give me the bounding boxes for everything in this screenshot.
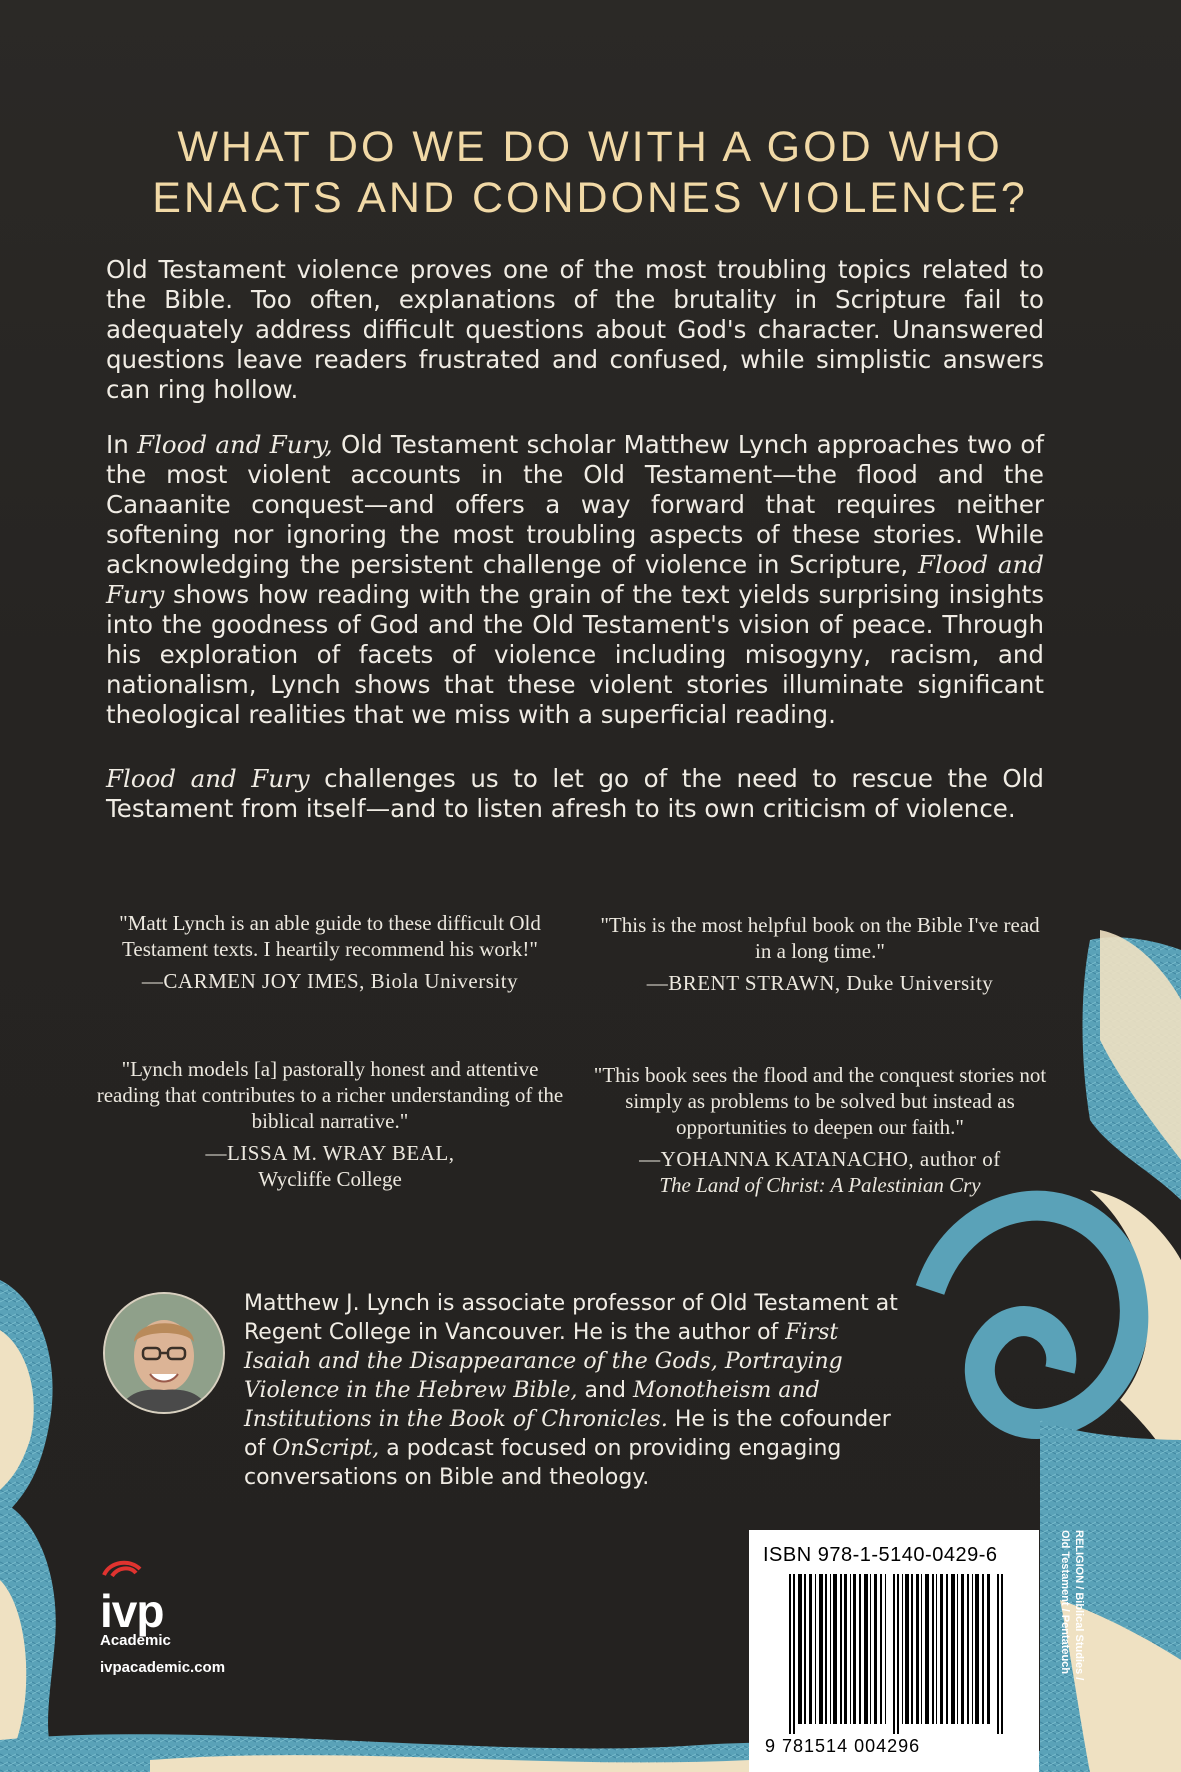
author-photo	[103, 1292, 225, 1414]
para2-middle: Old Testament scholar Matthew Lynch approaches two of the most violent accounts in the Old Testament—the flood and the Canaanite conquest—and offers a way forward that requires neither softening nor ignoring the most troubling aspects of these stories. While acknowledging the persistent challenge of violence in Scripture,	[106, 430, 1045, 579]
endorser-work-title: The Land of Christ: A Palestinian Cry	[659, 1173, 981, 1197]
barcode-box	[749, 1530, 1039, 1772]
ivp-imprint: Academic	[100, 1632, 171, 1649]
publisher-block	[100, 1555, 260, 1676]
endorsement-quote: "This is the most helpful book on the Bible I've read in a long time."	[600, 913, 1040, 963]
bio-text: Matthew J. Lynch is associate professor of Old Testament at Regent College in Vancouver. He is the author of	[244, 1291, 898, 1345]
bio-text: He is the cofounder of	[244, 1407, 891, 1461]
author-portrait-icon	[105, 1294, 223, 1412]
barcode-icon	[789, 1574, 1009, 1734]
description-paragraph-1: Old Testament violence proves one of the most troubling topics related to the Bible. Too often, explanations of the brutality in Scripture fail to adequately address difficult questions about God's character. Unanswered questions leave readers frustrated and confused, while simplistic answers can ring hollow.	[106, 255, 1044, 404]
para2-prefix: In	[106, 430, 138, 459]
bio-podcast-title: OnScript,	[272, 1436, 380, 1461]
ivp-signal-arcs-icon	[100, 1555, 160, 1577]
endorser-work	[580, 1172, 1060, 1198]
endorsement-attribution	[580, 1146, 1060, 1172]
ivp-logo: ivp	[100, 1585, 164, 1637]
wave-right-swirl	[930, 1206, 1135, 1424]
bio-text: a podcast focused on providing engaging conversations on Bible and theology.	[244, 1436, 842, 1490]
endorser-name: —LISSA M. WRAY BEAL,	[205, 1141, 455, 1165]
endorsement-attribution	[590, 970, 1050, 996]
headline-line-1: WHAT DO WE DO WITH A GOD WHO	[177, 123, 1003, 171]
publisher-url: ivpacademic.com	[100, 1659, 226, 1676]
endorsement-wray-beal	[90, 1056, 570, 1192]
author-bio	[244, 1289, 908, 1492]
category-label	[1046, 1530, 1086, 1730]
para3-suffix: challenges us to let go of the need to rescue the Old Testament from itself—and to listen afresh to its own criticism of violence.	[106, 764, 1044, 823]
bio-book-title: First Isaiah and the Disappearance of the Gods,	[244, 1320, 839, 1374]
endorsement-strawn	[590, 912, 1050, 996]
endorser-name: —YOHANNA KATANACHO,	[639, 1147, 915, 1171]
endorser-affiliation: author of	[914, 1147, 1001, 1171]
endorsement-attribution	[90, 968, 570, 994]
book-title-italic: Flood and Fury	[106, 764, 310, 793]
book-title-italic: Flood and Fury,	[137, 430, 333, 459]
barcode-digits: 9 781514 004296	[765, 1736, 921, 1756]
bio-text	[718, 1349, 725, 1374]
endorsement-imes	[90, 910, 570, 994]
endorsement-quote: "This book sees the flood and the conquest stories not simply as problems to be solved but instead as opportunities to deepen our faith."	[593, 1063, 1047, 1139]
endorsement-attribution	[90, 1140, 570, 1166]
bio-book-title: Monotheism and Institutions in the Book of Chronicles.	[244, 1378, 820, 1432]
bio-text: and	[577, 1378, 633, 1403]
endorsement-katanacho	[580, 1062, 1060, 1198]
description-paragraph-3	[106, 764, 1044, 824]
endorser-affiliation: Wycliffe College	[258, 1167, 402, 1191]
isbn-label: ISBN 978-1-5140-0429-6	[763, 1544, 998, 1566]
book-title-italic: Flood and Fury	[106, 550, 1044, 609]
category-line-2: Old Testament / Pentateuch	[1059, 1530, 1071, 1675]
endorser-name: —CARMEN JOY IMES,	[141, 969, 365, 993]
headline-line-2: ENACTS AND CONDONES VIOLENCE?	[152, 174, 1028, 222]
endorser-affiliation: Biola University	[364, 969, 519, 993]
endorser-affiliation: Duke University	[840, 971, 994, 995]
endorsement-quote: "Lynch models [a] pastorally honest and attentive reading that contributes to a richer understanding of the biblical narrative."	[96, 1057, 564, 1133]
para2-suffix: shows how reading with the grain of the text yields surprising insights into the goodness of God and the Old Testament's vision of peace. Through his exploration of facets of violence including misogyny, racism, and nationalism, Lynch shows that these violent stories illuminate significant theological realities that we miss with a superficial reading.	[106, 580, 1044, 729]
description-paragraph-2	[106, 430, 1044, 730]
endorser-name: —BRENT STRAWN,	[646, 971, 841, 995]
bio-book-title: Portraying Violence in the Hebrew Bible,	[244, 1349, 843, 1403]
endorsement-quote: "Matt Lynch is an able guide to these difficult Old Testament texts. I heartily recommend his work!"	[119, 911, 541, 961]
headline	[100, 122, 1080, 224]
category-line-1: RELIGION / Biblical Studies /	[1073, 1530, 1085, 1681]
